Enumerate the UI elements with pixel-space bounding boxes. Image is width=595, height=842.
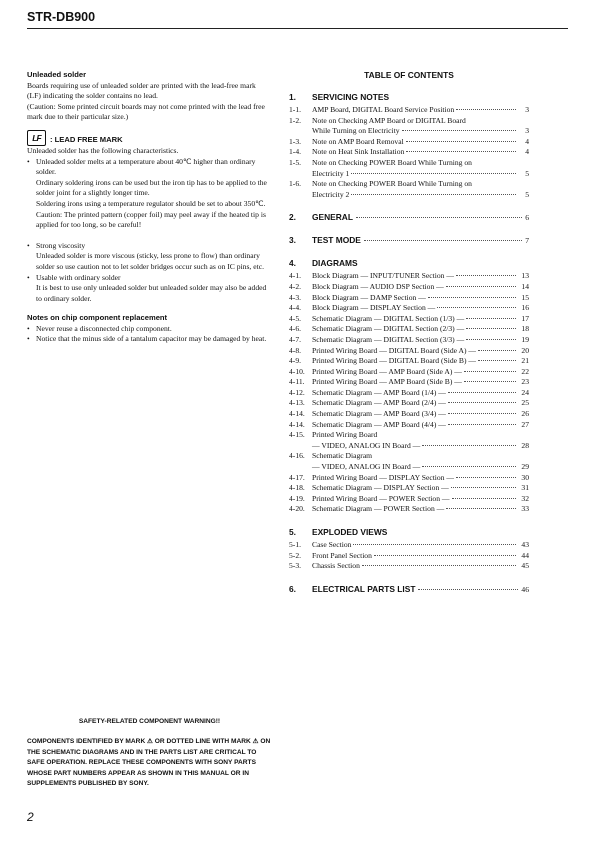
entry-number: 4-19. — [289, 493, 305, 503]
entry-title-cont: — VIDEO, ANALOG IN Board — — [312, 462, 421, 472]
entry-page: 30 — [521, 472, 529, 482]
entry-number: 5-2. — [289, 550, 302, 560]
lead-free-mark-row — [27, 130, 267, 146]
entry-title: Note on Checking AMP Board or DIGITAL Board — [312, 115, 466, 125]
entry-title: Chassis Section — [312, 561, 360, 571]
entry-page: 15 — [521, 292, 529, 302]
toc-entry[interactable] — [289, 409, 529, 420]
entry-title: Printed Wiring Board — POWER Section — — [312, 493, 450, 503]
toc-entry[interactable] — [289, 271, 529, 282]
entry-page: 14 — [521, 281, 529, 291]
entry-page: 16 — [521, 303, 529, 313]
entry-number: 4-13. — [289, 398, 305, 408]
safety-warning-body: COMPONENTS IDENTIFIED BY MARK ⚠ OR DOTTED LINE WITH MARK ⚠ ON THE SCHEMATIC DIAGRAMS AND IN THE PARTS LIST ARE CRITICAL TO SAFE OPERATION. REPLACE THESE COMPONENTS WITH SONY PARTS WHOSE PART NUMBERS APPEAR AS SHOWN IN THIS MANUAL OR IN SUPPLEMENTS PUBLISHED BY SONY. — [27, 738, 271, 788]
entry-page: 4 — [525, 147, 529, 157]
toc-chapter[interactable] — [289, 92, 529, 103]
list-item: • Never reuse a disconnected chip component. — [27, 324, 267, 335]
entry-title: Schematic Diagram — DIGITAL Section (2/3) — — [312, 324, 465, 334]
entry-title-cont: While Turning on Electricity — [312, 126, 400, 136]
entry-number: 4-12. — [289, 387, 305, 397]
entry-page: 27 — [521, 419, 529, 429]
chapter-title: ELECTRICAL PARTS LIST — [312, 583, 416, 594]
entry-number: 4-7. — [289, 334, 302, 344]
chapter-number: 2. — [289, 212, 296, 223]
chapter-title: GENERAL — [312, 212, 353, 223]
toc-entry[interactable] — [289, 335, 529, 346]
entry-number: 1-6. — [289, 179, 302, 189]
entry-page: 13 — [521, 271, 529, 281]
entry-number: 4-18. — [289, 483, 305, 493]
entry-number: 4-10. — [289, 366, 305, 376]
toc-title: TABLE OF CONTENTS — [364, 70, 454, 80]
toc-entry[interactable] — [289, 388, 529, 399]
chapter-title: TEST MODE — [312, 235, 361, 246]
entry-title: Schematic Diagram — AMP Board (1/4) — — [312, 387, 446, 397]
toc-entry[interactable] — [289, 540, 529, 551]
entry-number: 4-14. — [289, 419, 305, 429]
toc-entry[interactable] — [289, 137, 529, 148]
entry-number: 4-9. — [289, 356, 302, 366]
toc-entry[interactable] — [289, 473, 529, 484]
entry-title: Schematic Diagram — AMP Board (3/4) — — [312, 409, 446, 419]
toc-chapter[interactable] — [289, 212, 529, 223]
entry-page: 26 — [521, 409, 529, 419]
chapter-number: 5. — [289, 527, 296, 537]
lead-free-mark-heading: : LEAD FREE MARK — [50, 135, 123, 145]
toc-entry[interactable] — [289, 116, 529, 137]
unleaded-solder-heading: Unleaded solder — [27, 70, 87, 79]
entry-number: 5-1. — [289, 540, 302, 549]
entry-title: Schematic Diagram — AMP Board (2/4) — — [312, 398, 446, 408]
entry-number: 1-2. — [289, 115, 302, 125]
table-of-contents — [289, 70, 529, 595]
chapter-number: 6. — [289, 583, 296, 594]
toc-entry[interactable] — [289, 346, 529, 357]
unleaded-paragraph-2: (Caution: Some printed circuit boards may not come printed with the lead free mark due to their particular size.) — [27, 101, 265, 122]
toc-entry[interactable] — [289, 356, 529, 367]
entry-title: Printed Wiring Board — DIGITAL Board (Side A) — — [312, 345, 477, 355]
entry-title: Schematic Diagram — POWER Section — — [312, 504, 445, 514]
toc-entry[interactable] — [289, 282, 529, 293]
toc-entry[interactable] — [289, 483, 529, 494]
entry-number: 4-15. — [289, 430, 305, 440]
toc-chapter[interactable] — [289, 235, 529, 246]
entry-page: 3 — [525, 105, 529, 114]
toc-entry[interactable] — [289, 158, 529, 179]
toc-entry[interactable] — [289, 398, 529, 409]
entry-title: Block Diagram — INPUT/TUNER Section — — [312, 271, 454, 281]
chapter-page: 46 — [521, 584, 529, 594]
entry-page: 43 — [521, 540, 529, 549]
entry-number: 1-4. — [289, 147, 302, 157]
list-item: • Notice that the minus side of a tantalum capacitor may be damaged by heat. — [27, 334, 267, 345]
entry-title: Printed Wiring Board — AMP Board (Side B) — — [312, 377, 462, 387]
left-column — [27, 70, 267, 345]
entry-page: 28 — [521, 440, 529, 450]
entry-title: Block Diagram — AUDIO DSP Section — — [312, 281, 444, 291]
entry-number: 4-3. — [289, 292, 302, 302]
toc-entry[interactable] — [289, 420, 529, 431]
entry-number: 1-1. — [289, 105, 302, 114]
entry-title: Block Diagram — DAMP Section — — [312, 292, 426, 302]
list-item — [27, 241, 267, 273]
toc-entry[interactable] — [289, 367, 529, 378]
safety-warning-title: SAFETY-RELATED COMPONENT WARNING!! — [78, 718, 221, 725]
entry-page: 4 — [525, 136, 529, 146]
toc-entry[interactable] — [289, 105, 529, 116]
toc-entry[interactable] — [289, 451, 529, 472]
entry-page: 25 — [521, 398, 529, 408]
bullet-main-text: Unleaded solder melts at a temperature about 40℃ higher than ordinary solder. — [36, 156, 256, 177]
entry-number: 4-20. — [289, 504, 305, 514]
list-item — [27, 273, 267, 305]
unleaded-paragraph-1: Boards requiring use of unleaded solder are printed with the lead-free mark (LF) indicating the solder contains no lead. — [27, 80, 256, 101]
entry-title-cont: Electricity 1 — [312, 168, 350, 178]
entry-page: 32 — [521, 493, 529, 503]
entry-page: 5 — [525, 189, 529, 199]
entry-page: 24 — [521, 387, 529, 397]
toc-entry[interactable] — [289, 324, 529, 335]
chapter-number: 3. — [289, 235, 296, 246]
entry-title-cont: — VIDEO, ANALOG IN Board — — [312, 440, 421, 450]
entry-number: 4-11. — [289, 377, 305, 387]
lead-free-logo-icon: LF — [27, 130, 46, 146]
toc-entry[interactable] — [289, 504, 529, 515]
entry-page: 3 — [525, 126, 529, 136]
entry-number: 4-5. — [289, 313, 302, 323]
entry-title: Note on Checking POWER Board While Turning on — [312, 179, 472, 189]
toc-entry[interactable] — [289, 551, 529, 562]
bullet-sub-text: Unleaded solder is more viscous (sticky, less prone to flow) than ordinary solder so use caution not to let solder bridges occur such as on IC pins, etc. — [36, 251, 264, 271]
safety-warning — [27, 717, 272, 789]
entry-number: 4-14. — [289, 409, 305, 419]
entry-page: 33 — [521, 504, 529, 514]
entry-page: 18 — [521, 324, 529, 334]
entry-page: 5 — [525, 168, 529, 178]
entry-title-cont: Electricity 2 — [312, 189, 350, 199]
chapter-title: DIAGRAMS — [312, 258, 358, 269]
entry-number: 1-5. — [289, 157, 302, 167]
entry-number: 4-2. — [289, 281, 302, 291]
bullet-sub-text: Soldering irons using a temperature regulator should be set to about 350℃. — [36, 198, 266, 208]
entry-page: 23 — [521, 377, 529, 387]
lead-free-intro: Unleaded solder has the following characteristics. — [27, 145, 179, 155]
toc-entry[interactable] — [289, 303, 529, 314]
entry-page: 29 — [521, 462, 529, 472]
chapter-page: 6 — [525, 213, 529, 223]
entry-title: Note on Heat Sink Installation — [312, 147, 405, 157]
entry-title: Schematic Diagram — DIGITAL Section (1/3) — — [312, 313, 465, 323]
entry-title: Case Section — [312, 540, 352, 549]
toc-entry[interactable] — [289, 561, 529, 572]
entry-page: 19 — [521, 334, 529, 344]
entry-number: 4-1. — [289, 271, 302, 281]
list-item — [27, 157, 267, 231]
entry-title: AMP Board, DIGITAL Board Service Position — [312, 105, 455, 114]
bullet-main-text: Usable with ordinary solder — [36, 272, 121, 282]
toc-entry[interactable] — [289, 314, 529, 325]
entry-title: Note on Checking POWER Board While Turning on — [312, 157, 472, 167]
entry-page: 44 — [521, 550, 529, 560]
unleaded-characteristics-list-2 — [27, 241, 267, 305]
bullet-sub-text: It is best to use only unleaded solder but unleaded solder may also be added to ordinary solder. — [36, 283, 267, 303]
entry-page: 21 — [521, 356, 529, 366]
toc-entry[interactable] — [289, 147, 529, 158]
toc-entry[interactable] — [289, 377, 529, 388]
entry-title: Schematic Diagram — [312, 451, 373, 461]
bullet-main-text: Strong viscosity — [36, 240, 86, 250]
chapter-title: SERVICING NOTES — [312, 92, 390, 102]
entry-number: 4-17. — [289, 472, 305, 482]
chapter-page: 7 — [525, 236, 529, 246]
entry-title: Schematic Diagram — AMP Board (4/4) — — [312, 419, 446, 429]
entry-title: Printed Wiring Board — DISPLAY Section — — [312, 472, 455, 482]
entry-page: 17 — [521, 313, 529, 323]
chapter-title: EXPLODED VIEWS — [312, 527, 388, 537]
toc-chapter[interactable] — [289, 258, 529, 269]
chip-component-heading: Notes on chip component replacement — [27, 313, 168, 323]
chapter-number: 1. — [289, 92, 296, 102]
entry-page: 20 — [521, 345, 529, 355]
model-header: STR-DB900 — [27, 10, 96, 24]
entry-page: 31 — [521, 483, 529, 493]
entry-page: 22 — [521, 366, 529, 376]
entry-number: 4-6. — [289, 324, 302, 334]
bullet-sub-text: Ordinary soldering irons can be used but the iron tip has to be applied to the solder joint for a slightly longer time. — [36, 177, 267, 198]
toc-entry[interactable] — [289, 293, 529, 304]
toc-chapter[interactable] — [289, 527, 529, 538]
entry-number: 4-16. — [289, 451, 305, 461]
entry-title: Schematic Diagram — DISPLAY Section — — [312, 483, 449, 493]
entry-title: Schematic Diagram — DIGITAL Section (3/3) — — [312, 334, 465, 344]
chip-component-list — [27, 324, 267, 345]
entry-number: 4-4. — [289, 303, 302, 313]
entry-number: 5-3. — [289, 561, 302, 571]
page-number: 2 — [27, 810, 34, 824]
header-rule — [27, 28, 568, 29]
entry-title: Front Panel Section — [312, 550, 372, 560]
toc-chapter[interactable] — [289, 584, 529, 595]
entry-page: 45 — [521, 561, 529, 571]
entry-title: Block Diagram — DISPLAY Section — — [312, 303, 436, 313]
entry-title: Printed Wiring Board — [312, 430, 378, 440]
toc-entry[interactable] — [289, 430, 529, 451]
bullet-sub-text: Caution: The printed pattern (copper foil) may peel away if the heated tip is applied for too long, so be careful! — [36, 209, 266, 230]
entry-title: Note on AMP Board Removal — [312, 136, 404, 146]
entry-number: 1-3. — [289, 136, 302, 146]
entry-title: Printed Wiring Board — DIGITAL Board (Side B) — — [312, 356, 477, 366]
entry-number: 4-8. — [289, 345, 302, 355]
chapter-number: 4. — [289, 258, 296, 269]
entry-title: Printed Wiring Board — AMP Board (Side A) — — [312, 366, 462, 376]
toc-entry[interactable] — [289, 179, 529, 200]
toc-entry[interactable] — [289, 494, 529, 505]
unleaded-characteristics-list — [27, 157, 267, 231]
